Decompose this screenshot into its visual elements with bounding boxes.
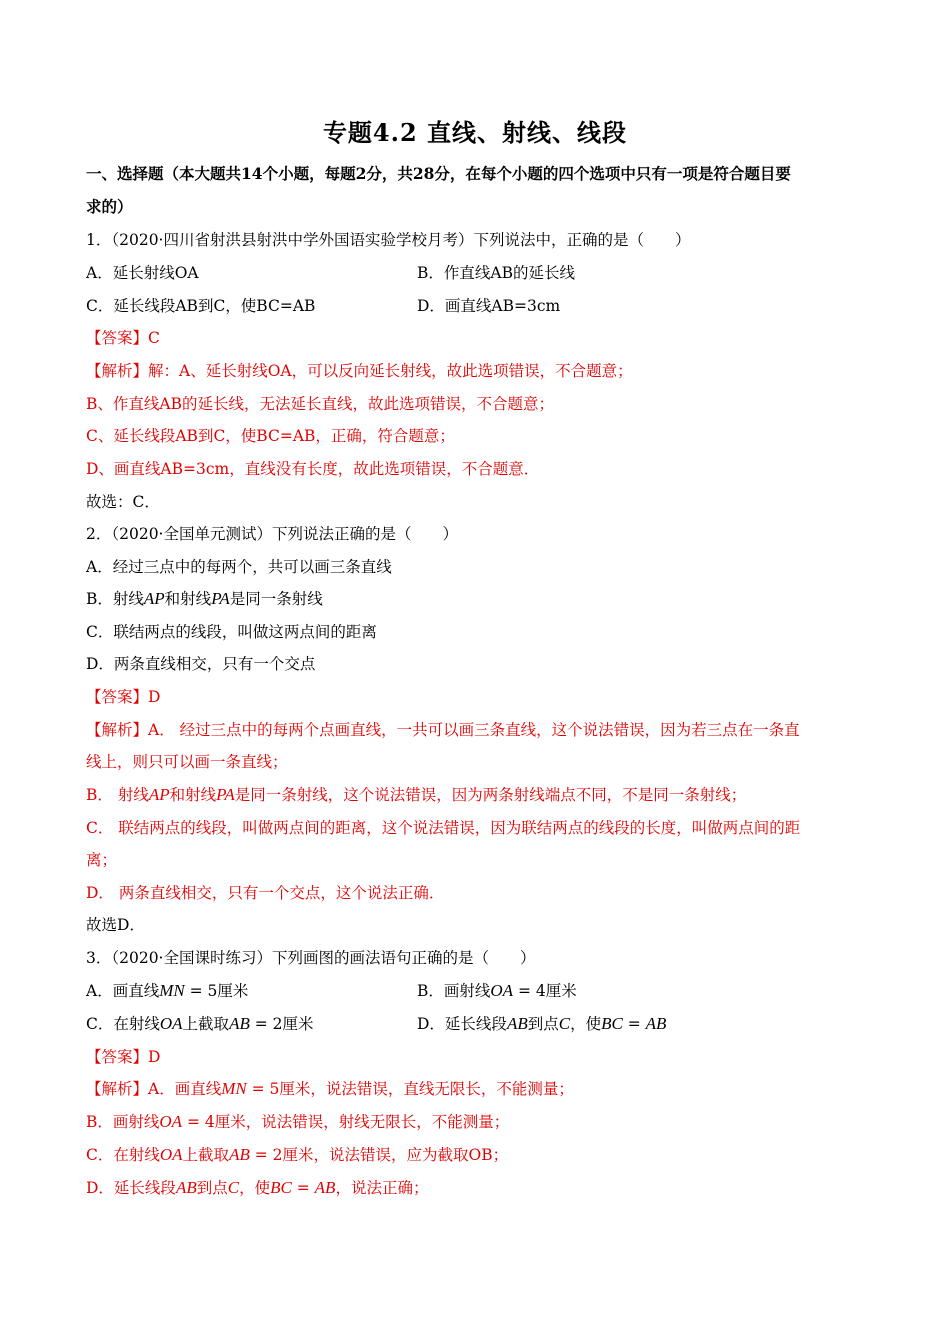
math-oa: OA bbox=[159, 1145, 183, 1164]
q3-analysis-4-mid: 到点 bbox=[196, 1179, 228, 1197]
q3-answer: 【答案】D bbox=[86, 1048, 161, 1066]
q3-option-b-eq: = 4 bbox=[513, 982, 546, 1000]
q1-answer: 【答案】C bbox=[86, 329, 160, 347]
q3-analysis-2-eq: = 4 bbox=[182, 1113, 215, 1131]
section-heading: 一、选择题（本大题共14个小题，每题2分，共28分，在每个小题的四个选项中只有一项是符合题目要 bbox=[86, 164, 791, 183]
q3-option-b-post: 厘米 bbox=[545, 982, 577, 1000]
math-ab: AB bbox=[175, 1178, 197, 1197]
q2-analysis-2-post: 是同一条射线，这个说法错误，因为两条射线端点不同，不是同一条射线； bbox=[234, 786, 747, 804]
q2-analysis-4: D． 两条直线相交，只有一个交点，这个说法正确． bbox=[86, 884, 445, 902]
q3-analysis-1-pre: 【解析】A．画直线 bbox=[86, 1080, 222, 1098]
q2-analysis-3-continued: 离； bbox=[86, 851, 118, 869]
q2-option-d: D．两条直线相交，只有一个交点 bbox=[86, 655, 316, 673]
q2-option-b-pre: B．射线 bbox=[86, 590, 144, 608]
q2-analysis-2-mid: 和射线 bbox=[169, 786, 217, 804]
q3-analysis-2 bbox=[86, 1110, 509, 1134]
q3-option-b bbox=[417, 979, 577, 1003]
q3-analysis-3-pre: C．在射线 bbox=[86, 1146, 160, 1164]
q2-analysis-2 bbox=[86, 783, 746, 807]
q2-option-b bbox=[86, 587, 323, 611]
math-c: C bbox=[227, 1178, 240, 1197]
q1-analysis-3: C、延长线段AB到C，使BC=AB，正确，符合题意； bbox=[86, 427, 455, 445]
q2-option-a: A．经过三点中的每两个，共可以画三条直线 bbox=[86, 558, 392, 576]
math-ab: AB bbox=[314, 1178, 336, 1197]
q2-option-b-post: 是同一条射线 bbox=[229, 590, 323, 608]
q3-analysis-4-pre: D．延长线段 bbox=[86, 1179, 176, 1197]
q3-analysis-4-post: ，说法正确； bbox=[335, 1179, 429, 1197]
q1-option-d: D．画直线AB=3cm bbox=[417, 297, 561, 315]
math-oa: OA bbox=[159, 1014, 183, 1033]
q2-analysis-3: C． 联结两点的线段，叫做两点间的距离，这个说法错误，因为联结两点的线段的长度，叫做两点间的距 bbox=[86, 819, 801, 837]
math-bc: BC bbox=[270, 1178, 292, 1197]
math-ray-ap: AP bbox=[143, 589, 165, 608]
q3-analysis-1-post: 厘米，说法错误，直线无限长，不能测量； bbox=[279, 1080, 574, 1098]
section-heading-continued: 求的） bbox=[86, 197, 133, 216]
q3-option-d-eq: = bbox=[622, 1015, 646, 1033]
q3-option-b-pre: B．画射线 bbox=[417, 982, 491, 1000]
q3-analysis-4-mid2: ，使 bbox=[239, 1179, 271, 1197]
q2-option-b-mid: 和射线 bbox=[164, 590, 212, 608]
q1-option-c: C．延长线段AB到C，使BC=AB bbox=[86, 297, 316, 315]
q3-analysis-3-eq: = 2 bbox=[249, 1146, 283, 1164]
math-ab: AB bbox=[229, 1014, 250, 1033]
q3-option-a bbox=[86, 979, 248, 1003]
q1-stem: 1．（2020·四川省射洪县射洪中学外国语实验学校月考）下列说法中，正确的是（ ） bbox=[86, 231, 691, 249]
q1-analysis-4: D、画直线AB=3cm，直线没有长度，故此选项错误，不合题意． bbox=[86, 460, 540, 478]
math-oa: OA bbox=[159, 1112, 183, 1131]
q3-option-c-mid: 上截取 bbox=[182, 1015, 230, 1033]
math-ray-ap: AP bbox=[148, 785, 170, 804]
math-oa: OA bbox=[490, 981, 514, 1000]
q3-analysis-3-mid: 上截取 bbox=[182, 1146, 230, 1164]
q3-option-c-post: 厘米 bbox=[282, 1015, 314, 1033]
q3-stem: 3．（2020·全国课时练习）下列画图的画法语句正确的是（ ） bbox=[86, 949, 536, 967]
math-mn: MN bbox=[159, 981, 185, 1000]
math-ab: AB bbox=[645, 1014, 667, 1033]
q2-option-c: C．联结两点的线段，叫做这两点间的距离 bbox=[86, 623, 377, 641]
q1-option-a: A．延长射线OA bbox=[86, 264, 199, 282]
math-ab: AB bbox=[506, 1014, 528, 1033]
q1-conclusion: 故选：C． bbox=[86, 493, 160, 511]
q1-option-b: B．作直线AB的延长线 bbox=[417, 264, 575, 282]
q2-conclusion: 故选D． bbox=[86, 916, 145, 934]
q3-analysis-1 bbox=[86, 1077, 574, 1101]
q3-analysis-4-eq: = bbox=[291, 1179, 315, 1197]
q3-analysis-1-eq: = 5 bbox=[246, 1080, 280, 1098]
q3-analysis-4 bbox=[86, 1176, 428, 1200]
q3-analysis-2-pre: B．画射线 bbox=[86, 1113, 160, 1131]
math-mn: MN bbox=[221, 1079, 247, 1098]
q1-analysis-1: 【解析】解：A、延长射线OA，可以反向延长射线，故此选项错误，不合题意； bbox=[86, 362, 633, 380]
q3-option-a-post: 厘米 bbox=[217, 982, 249, 1000]
q3-option-a-eq: = 5 bbox=[184, 982, 218, 1000]
math-c: C bbox=[558, 1014, 571, 1033]
q2-analysis-1-continued: 线上，则只可以画一条直线； bbox=[86, 753, 288, 771]
math-bc: BC bbox=[601, 1014, 623, 1033]
math-ray-pa: PA bbox=[211, 589, 230, 608]
q3-option-c bbox=[86, 1012, 314, 1036]
q1-analysis-2: B、作直线AB的延长线，无法延长直线，故此选项错误，不合题意； bbox=[86, 395, 554, 413]
q3-option-d-mid2: ，使 bbox=[570, 1015, 602, 1033]
q3-option-d bbox=[417, 1012, 666, 1036]
q3-analysis-2-post: 厘米，说法错误，射线无限长，不能测量； bbox=[214, 1113, 510, 1131]
q2-stem: 2．（2020·全国单元测试）下列说法正确的是（ ） bbox=[86, 525, 458, 543]
q3-option-c-pre: C．在射线 bbox=[86, 1015, 160, 1033]
q3-option-d-mid: 到点 bbox=[527, 1015, 559, 1033]
q2-analysis-2-pre: B． 射线 bbox=[86, 786, 149, 804]
q3-option-d-pre: D．延长线段 bbox=[417, 1015, 507, 1033]
q2-answer: 【答案】D bbox=[86, 688, 161, 706]
math-ray-pa: PA bbox=[216, 785, 235, 804]
q2-analysis-1: 【解析】A． 经过三点中的每两个点画直线，一共可以画三条直线，这个说法错误，因为若三点在一条直 bbox=[86, 721, 800, 739]
q3-analysis-3-post: 厘米，说法错误，应为截取OB； bbox=[282, 1146, 509, 1164]
q3-analysis-3 bbox=[86, 1143, 508, 1167]
page-title: 专题4.2 直线、射线、线段 bbox=[322, 118, 628, 147]
q3-option-a-pre: A．画直线 bbox=[86, 982, 160, 1000]
q3-option-c-eq: = 2 bbox=[249, 1015, 283, 1033]
math-ab: AB bbox=[229, 1145, 250, 1164]
